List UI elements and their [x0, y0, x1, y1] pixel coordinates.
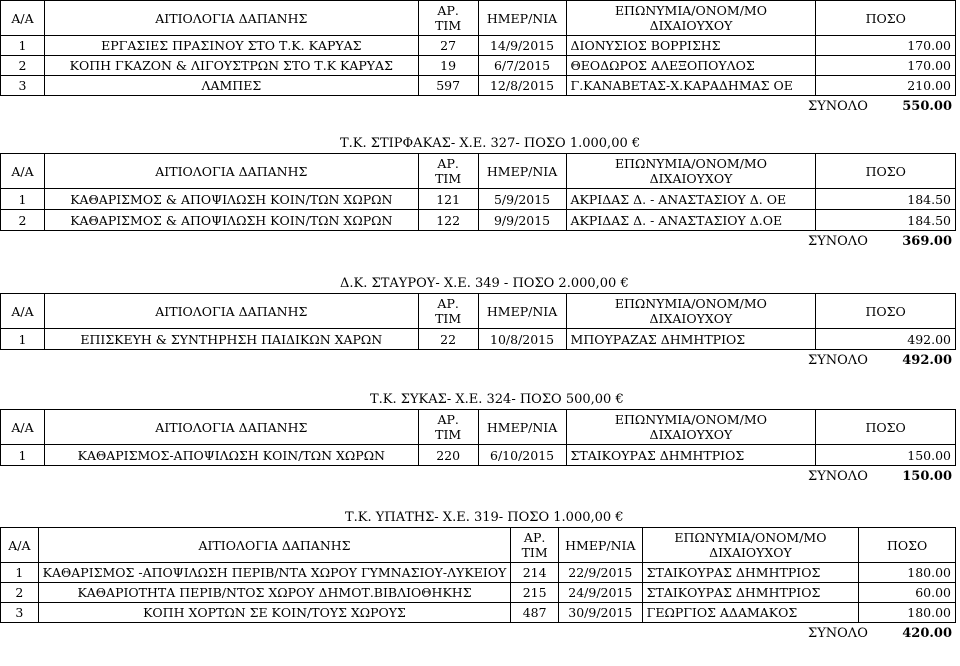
cell-invoice: 220 [418, 445, 478, 466]
cell-date: 6/7/2015 [478, 56, 566, 76]
header-amount: ΠΟΣΟ [859, 528, 956, 563]
cell-amount: 184.50 [816, 210, 956, 231]
cell-invoice: 22 [418, 329, 478, 350]
header-amount: ΠΟΣΟ [816, 1, 956, 36]
header-beneficiary: ΕΠΩΝΥΜΙΑ/ΟΝΟΜ/ΜΟ ΔΙΧΑΙΟΥΧΟΥ [566, 410, 816, 445]
cell-amount: 492.00 [816, 329, 956, 350]
header-date: ΗΜΕΡ/ΝΙΑ [478, 154, 566, 189]
table-row [1, 56, 956, 76]
header-aa: Α/Α [1, 294, 45, 329]
total-label: ΣΥΝΟΛΟ [808, 234, 868, 249]
cell-date: 30/9/2015 [558, 603, 642, 623]
table-row [1, 36, 956, 56]
header-amount: ΠΟΣΟ [816, 410, 956, 445]
cell-beneficiary: ΣΤΑΙΚΟΥΡΑΣ ΔΗΜΗΤΡΙΟΣ [642, 563, 859, 583]
cell-date: 24/9/2015 [558, 583, 642, 603]
cell-beneficiary: ΑΚΡΙΔΑΣ Δ. - ΑΝΑΣΤΑΣΙΟΥ Δ. ΟΕ [566, 189, 816, 210]
cell-aa: 1 [1, 563, 39, 583]
total-label: ΣΥΝΟΛΟ [808, 626, 868, 641]
section-title: Δ.Κ. ΣΤΑΥΡΟΥ- Χ.Ε. 349 - ΠΟΣΟ 2.000,00 € [340, 276, 629, 291]
cell-aa: 3 [1, 603, 39, 623]
cell-amount: 60.00 [859, 583, 956, 603]
header-date: ΗΜΕΡ/ΝΙΑ [478, 410, 566, 445]
total-value: 369.00 [902, 234, 952, 249]
cell-aa: 2 [1, 56, 45, 76]
cell-aa: 3 [1, 76, 45, 96]
cell-invoice: 121 [418, 189, 478, 210]
header-reason: ΑΙΤΙΟΛΟΓΙΑ ΔΑΠΑΝΗΣ [44, 294, 418, 329]
expense-table [0, 409, 956, 466]
cell-beneficiary: ΜΠΟΥΡΑΖΑΣ ΔΗΜΗΤΡΙΟΣ [566, 329, 816, 350]
cell-invoice: 27 [418, 36, 478, 56]
cell-reason: ΕΠΙΣΚΕΥΗ & ΣΥΝΤΗΡΗΣΗ ΠΑΙΔΙΚΩΝ ΧΑΡΩΝ [44, 329, 418, 350]
header-reason: ΑΙΤΙΟΛΟΓΙΑ ΔΑΠΑΝΗΣ [44, 1, 418, 36]
cell-reason: ΚΑΘΑΡΙΣΜΟΣ-ΑΠΟΨΙΛΩΣΗ ΚΟΙΝ/ΤΩΝ ΧΩΡΩΝ [44, 445, 418, 466]
header-date: ΗΜΕΡ/ΝΙΑ [478, 1, 566, 36]
header-reason: ΑΙΤΙΟΛΟΓΙΑ ΔΑΠΑΝΗΣ [38, 528, 511, 563]
header-invoice: ΑΡ. ΤΙΜ [418, 410, 478, 445]
cell-beneficiary: ΣΤΑΙΚΟΥΡΑΣ ΔΗΜΗΤΡΙΟΣ [566, 445, 816, 466]
expense-table [0, 527, 956, 623]
cell-reason: ΚΑΘΑΡΙΟΤΗΤΑ ΠΕΡΙΒ/ΝΤΟΣ ΧΩΡΟΥ ΔΗΜΟΤ.ΒΙΒΛΙΟΘΗΚΗΣ [38, 583, 511, 603]
table-row [1, 603, 956, 623]
header-invoice: ΑΡ. ΤΙΜ [418, 154, 478, 189]
cell-aa: 1 [1, 189, 45, 210]
header-aa: Α/Α [1, 410, 45, 445]
cell-invoice: 214 [511, 563, 559, 583]
cell-beneficiary: ΓΕΩΡΓΙΟΣ ΑΔΑΜΑΚΟΣ [642, 603, 859, 623]
section-title: Τ.Κ. ΥΠΑΤΗΣ- Χ.Ε. 319- ΠΟΣΟ 1.000,00 € [345, 510, 624, 525]
cell-beneficiary: Γ.ΚΑΝΑΒΕΤΑΣ-Χ.ΚΑΡΑΔΗΜΑΣ ΟΕ [566, 76, 816, 96]
cell-beneficiary: ΣΤΑΙΚΟΥΡΑΣ ΔΗΜΗΤΡΙΟΣ [642, 583, 859, 603]
header-aa: Α/Α [1, 528, 39, 563]
table-header-row [1, 154, 956, 189]
cell-date: 12/8/2015 [478, 76, 566, 96]
cell-reason: ΚΑΘΑΡΙΣΜΟΣ & ΑΠΟΨΙΛΩΣΗ ΚΟΙΝ/ΤΩΝ ΧΩΡΩΝ [44, 189, 418, 210]
total-label: ΣΥΝΟΛΟ [808, 99, 868, 114]
table-header-row [1, 1, 956, 36]
cell-amount: 150.00 [816, 445, 956, 466]
header-date: ΗΜΕΡ/ΝΙΑ [558, 528, 642, 563]
header-amount: ΠΟΣΟ [816, 154, 956, 189]
cell-aa: 1 [1, 36, 45, 56]
header-beneficiary: ΕΠΩΝΥΜΙΑ/ΟΝΟΜ/ΜΟ ΔΙΧΑΙΟΥΧΟΥ [566, 154, 816, 189]
header-invoice: ΑΡ. ΤΙΜ [418, 1, 478, 36]
cell-date: 14/9/2015 [478, 36, 566, 56]
expense-table [0, 293, 956, 350]
total-value: 150.00 [902, 469, 952, 484]
header-aa: Α/Α [1, 1, 45, 36]
cell-invoice: 122 [418, 210, 478, 231]
cell-amount: 184.50 [816, 189, 956, 210]
header-aa: Α/Α [1, 154, 45, 189]
total-label: ΣΥΝΟΛΟ [808, 353, 868, 368]
table-header-row [1, 410, 956, 445]
cell-date: 6/10/2015 [478, 445, 566, 466]
cell-amount: 180.00 [859, 563, 956, 583]
table-row [1, 189, 956, 210]
cell-reason: ΛΑΜΠΕΣ [44, 76, 418, 96]
header-date: ΗΜΕΡ/ΝΙΑ [478, 294, 566, 329]
cell-aa: 2 [1, 583, 39, 603]
header-reason: ΑΙΤΙΟΛΟΓΙΑ ΔΑΠΑΝΗΣ [44, 410, 418, 445]
header-beneficiary: ΕΠΩΝΥΜΙΑ/ΟΝΟΜ/ΜΟ ΔΙΧΑΙΟΥΧΟΥ [566, 1, 816, 36]
cell-invoice: 597 [418, 76, 478, 96]
table-header-row [1, 294, 956, 329]
header-invoice: ΑΡ. ΤΙΜ [418, 294, 478, 329]
cell-aa: 1 [1, 329, 45, 350]
cell-invoice: 19 [418, 56, 478, 76]
header-beneficiary: ΕΠΩΝΥΜΙΑ/ΟΝΟΜ/ΜΟ ΔΙΧΑΙΟΥΧΟΥ [642, 528, 859, 563]
header-reason: ΑΙΤΙΟΛΟΓΙΑ ΔΑΠΑΝΗΣ [44, 154, 418, 189]
expense-table [0, 0, 956, 96]
header-amount: ΠΟΣΟ [816, 294, 956, 329]
table-row [1, 210, 956, 231]
total-value: 550.00 [902, 99, 952, 114]
total-value: 420.00 [902, 626, 952, 641]
cell-amount: 170.00 [816, 36, 956, 56]
cell-reason: ΕΡΓΑΣΙΕΣ ΠΡΑΣΙΝΟΥ ΣΤΟ Τ.Κ. ΚΑΡΥΑΣ [44, 36, 418, 56]
cell-aa: 2 [1, 210, 45, 231]
cell-date: 5/9/2015 [478, 189, 566, 210]
cell-beneficiary: ΑΚΡΙΔΑΣ Δ. - ΑΝΑΣΤΑΣΙΟΥ Δ.ΟΕ [566, 210, 816, 231]
cell-beneficiary: ΔΙΟΝΥΣΙΟΣ ΒΟΡΡΙΣΗΣ [566, 36, 816, 56]
cell-invoice: 487 [511, 603, 559, 623]
table-row [1, 329, 956, 350]
cell-amount: 170.00 [816, 56, 956, 76]
cell-amount: 180.00 [859, 603, 956, 623]
table-row [1, 583, 956, 603]
cell-reason: ΚΟΠΗ ΓΚΑΖΟΝ & ΛΙΓΟΥΣΤΡΩΝ ΣΤΟ Τ.Κ ΚΑΡΥΑΣ [44, 56, 418, 76]
header-invoice: ΑΡ. ΤΙΜ [511, 528, 559, 563]
total-label: ΣΥΝΟΛΟ [808, 469, 868, 484]
table-row [1, 76, 956, 96]
table-header-row [1, 528, 956, 563]
table-row [1, 445, 956, 466]
cell-aa: 1 [1, 445, 45, 466]
cell-date: 10/8/2015 [478, 329, 566, 350]
section-title: Τ.Κ. ΣΥΚΑΣ- Χ.Ε. 324- ΠΟΣΟ 500,00 € [370, 392, 624, 407]
cell-beneficiary: ΘΕΟΔΩΡΟΣ ΑΛΕΞΟΠΟΥΛΟΣ [566, 56, 816, 76]
cell-reason: ΚΑΘΑΡΙΣΜΟΣ -ΑΠΟΨΙΛΩΣΗ ΠΕΡΙΒ/ΝΤΑ ΧΩΡΟΥ ΓΥΜΝΑΣΙΟΥ-ΛΥΚΕΙΟΥ [38, 563, 511, 583]
cell-amount: 210.00 [816, 76, 956, 96]
section-title: Τ.Κ. ΣΤΙΡΦΑΚΑΣ- Χ.Ε. 327- ΠΟΣΟ 1.000,00 € [340, 136, 641, 151]
expense-table [0, 153, 956, 231]
cell-invoice: 215 [511, 583, 559, 603]
total-value: 492.00 [902, 353, 952, 368]
table-row [1, 563, 956, 583]
cell-reason: ΚΑΘΑΡΙΣΜΟΣ & ΑΠΟΨΙΛΩΣΗ ΚΟΙΝ/ΤΩΝ ΧΩΡΩΝ [44, 210, 418, 231]
cell-date: 22/9/2015 [558, 563, 642, 583]
cell-date: 9/9/2015 [478, 210, 566, 231]
header-beneficiary: ΕΠΩΝΥΜΙΑ/ΟΝΟΜ/ΜΟ ΔΙΧΑΙΟΥΧΟΥ [566, 294, 816, 329]
cell-reason: ΚΟΠΗ ΧΟΡΤΩΝ ΣΕ ΚΟΙΝ/ΤΟΥΣ ΧΩΡΟΥΣ [38, 603, 511, 623]
